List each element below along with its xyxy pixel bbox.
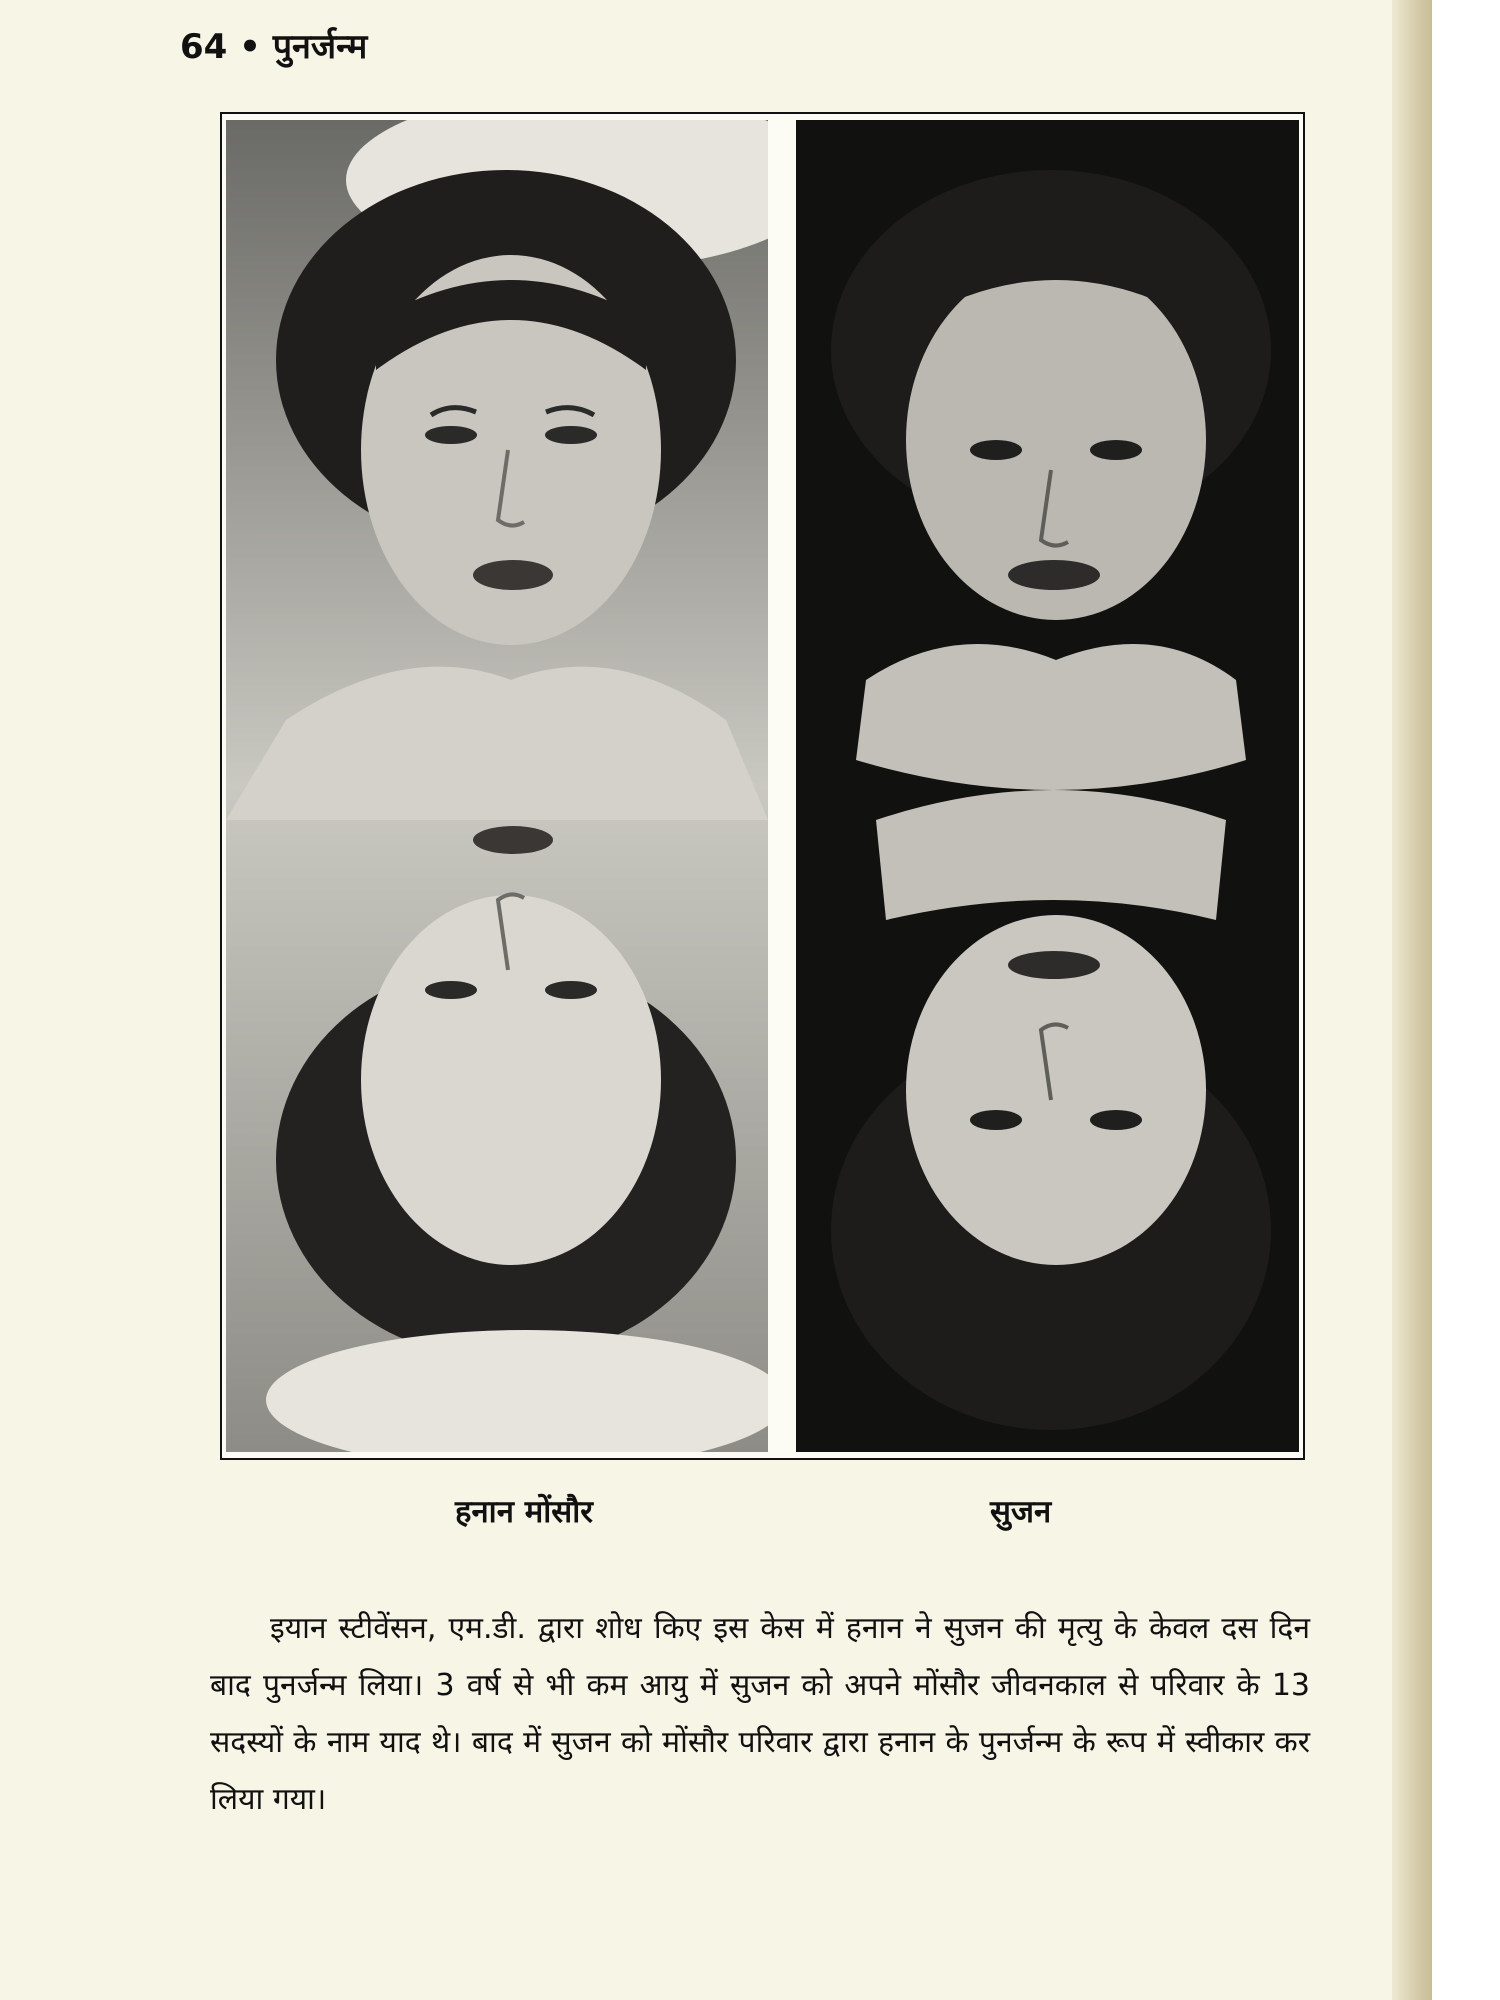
- body-paragraph: इयान स्टीवेंसन, एम.डी. द्वारा शोध किए इस केस में हनान ने सुजन की मृत्यु के केवल दस दिन बाद पुनर्जन्म लिया। 3 वर्ष से भी कम आयु में सुजन को अपने मोंसौर जीवनकाल से परिवार के 13 सदस्यों के नाम याद थे। बाद में सुजन को मोंसौर परिवार द्वारा हनान के पुनर्जन्म के रूप में स्वीकार कर लिया गया।: [210, 1611, 1310, 1817]
- right-photo-caption: सुजन: [990, 1494, 1052, 1530]
- left-photo-caption: हनान मोंसौर: [455, 1494, 593, 1530]
- right-portrait-photo: [796, 120, 1299, 1452]
- book-spine-edge: [1392, 0, 1432, 2000]
- page-number: 64: [180, 27, 228, 67]
- book-title: पुनर्जन्म: [272, 27, 368, 67]
- photo-frame: [220, 112, 1305, 1460]
- page-header: [180, 22, 367, 68]
- header-separator: •: [239, 27, 261, 67]
- left-portrait-photo: [226, 120, 768, 1452]
